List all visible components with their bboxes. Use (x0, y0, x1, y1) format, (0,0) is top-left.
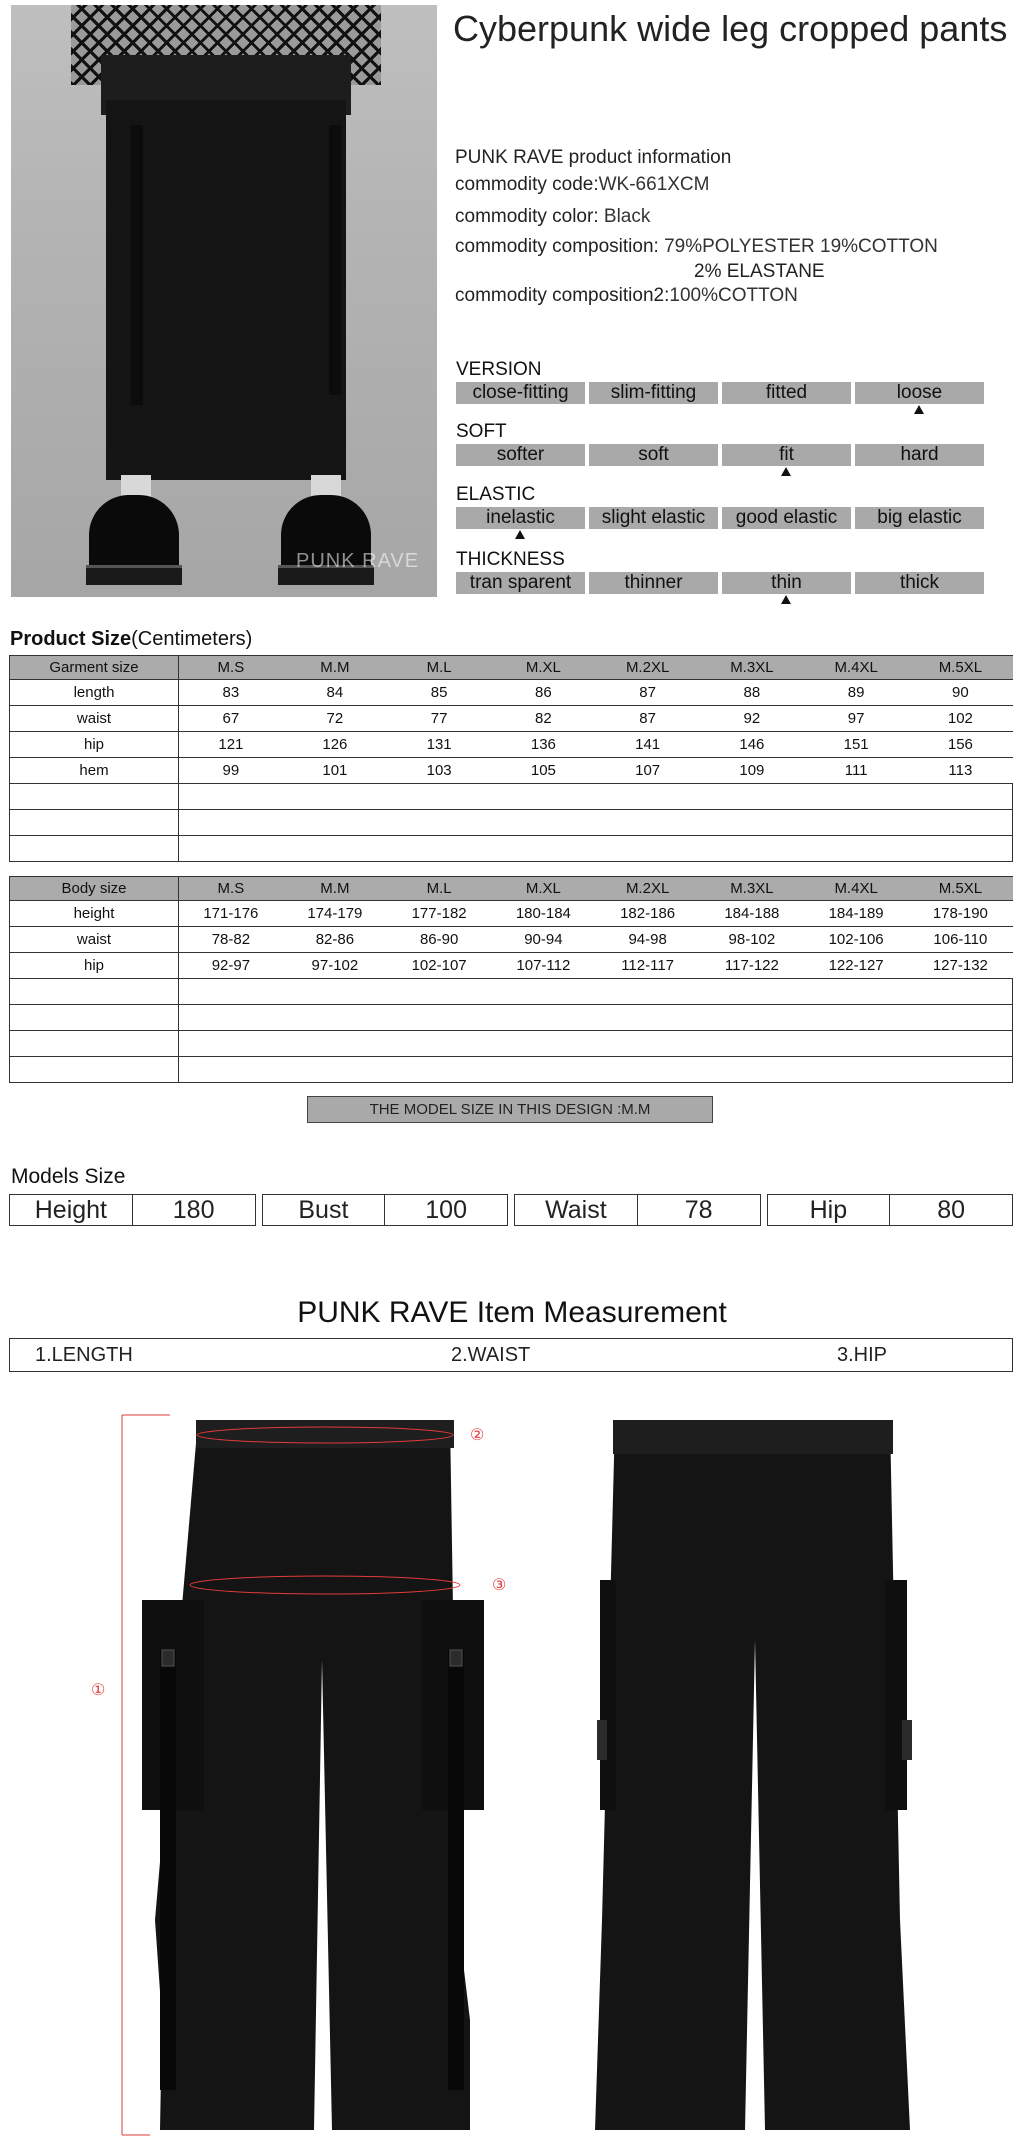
table-cell: 112-117 (596, 953, 700, 979)
table-cell: 103 (387, 758, 491, 784)
rating-option: fit (722, 444, 851, 466)
code-value: WK-661XCM (598, 174, 710, 195)
table-cell: 127-132 (908, 953, 1012, 979)
rating-version (456, 360, 986, 416)
measure-length-label: 1.LENGTH (35, 1344, 133, 1366)
empty-cell (10, 1005, 179, 1031)
model-size-note: THE MODEL SIZE IN THIS DESIGN :M.M (307, 1096, 713, 1123)
composition2-value: 100%COTTON (669, 285, 798, 306)
table-cell: 82 (491, 706, 595, 732)
rating-option: thinner (589, 572, 718, 594)
table-empty-row (10, 836, 1013, 862)
empty-cell (10, 784, 179, 810)
table-row (10, 706, 1013, 732)
table-cell: 83 (179, 680, 283, 706)
table-cell: 117-122 (700, 953, 804, 979)
table-row (10, 901, 1013, 927)
table-cell: 105 (491, 758, 595, 784)
table-cell: 77 (387, 706, 491, 732)
table-cell: 101 (283, 758, 387, 784)
table-cell: 122-127 (804, 953, 908, 979)
info-composition2 (455, 285, 798, 307)
table-cell: hip (10, 732, 179, 758)
product-size-unit: (Centimeters) (131, 628, 253, 650)
table-cell: 180-184 (491, 901, 595, 927)
table-header-cell: M.4XL (804, 877, 908, 901)
info-code (455, 174, 709, 196)
rating-option: loose (855, 382, 984, 404)
table-cell: 67 (179, 706, 283, 732)
measurement-legend (9, 1338, 1013, 1372)
rating-label: SOFT (456, 421, 507, 442)
table-header-cell: M.4XL (804, 656, 908, 680)
composition2-label: commodity composition2: (455, 285, 670, 306)
table-header-cell: M.M (283, 877, 387, 901)
table-cell: 72 (283, 706, 387, 732)
table-cell: 156 (908, 732, 1012, 758)
color-label: commodity color: (455, 206, 599, 227)
empty-cell (10, 810, 179, 836)
table-cell: 126 (283, 732, 387, 758)
table-header-row (10, 877, 1013, 901)
model-hip (767, 1194, 1014, 1226)
empty-cell (179, 810, 1013, 836)
table-cell: length (10, 680, 179, 706)
table-cell: hip (10, 953, 179, 979)
table-cell: 88 (700, 680, 804, 706)
table-empty-row (10, 810, 1013, 836)
table-cell: 97 (804, 706, 908, 732)
table-row (10, 927, 1013, 953)
models-size-row (9, 1194, 1013, 1226)
table-header-cell: M.5XL (908, 656, 1012, 680)
model-value: 80 (937, 1196, 966, 1224)
table-empty-row (10, 1057, 1013, 1083)
table-cell: 89 (804, 680, 908, 706)
product-title: Cyberpunk wide leg cropped pants (453, 8, 1008, 49)
table-header-cell: M.XL (491, 877, 595, 901)
table-cell: 121 (179, 732, 283, 758)
table-cell: 86-90 (387, 927, 491, 953)
model-waist (514, 1194, 761, 1226)
sole-left (86, 565, 182, 585)
table-cell: 107-112 (491, 953, 595, 979)
table-header-cell: Body size (10, 877, 179, 901)
rating-selected-marker (914, 405, 924, 414)
model-label: Waist (515, 1195, 638, 1225)
table-row (10, 758, 1013, 784)
garment-size-table (9, 655, 1013, 862)
rating-option: thin (722, 572, 851, 594)
rating-label: THICKNESS (456, 549, 565, 570)
back-view (595, 1420, 912, 2130)
rating-option: big elastic (855, 507, 984, 529)
table-cell: 86 (491, 680, 595, 706)
empty-cell (10, 1031, 179, 1057)
table-row (10, 953, 1013, 979)
table-empty-row (10, 784, 1013, 810)
table-cell: 113 (908, 758, 1012, 784)
model-label: Height (10, 1195, 133, 1225)
table-header-cell: M.S (179, 877, 283, 901)
table-empty-row (10, 979, 1013, 1005)
rating-label: ELASTIC (456, 484, 536, 505)
table-cell: 82-86 (283, 927, 387, 953)
table-cell: 99 (179, 758, 283, 784)
composition-label: commodity composition: (455, 236, 659, 257)
color-value: Black (603, 206, 651, 227)
rating-selected-marker (515, 530, 525, 539)
rating-selected-marker (781, 595, 791, 604)
table-cell: 90 (908, 680, 1012, 706)
table-cell: 87 (596, 706, 700, 732)
rating-option: tran sparent (456, 572, 585, 594)
rating-soft (456, 422, 986, 478)
measurement-title: PUNK RAVE Item Measurement (297, 1296, 727, 1329)
table-cell: 102-107 (387, 953, 491, 979)
measure-hip-label: 3.HIP (837, 1344, 888, 1366)
table-cell: 146 (700, 732, 804, 758)
models-size-title: Models Size (11, 1165, 126, 1188)
measurement-diagram (91, 1400, 1000, 2150)
body-size-table (9, 876, 1013, 1083)
table-cell: 131 (387, 732, 491, 758)
table-header-row (10, 656, 1013, 680)
rating-option: hard (855, 444, 984, 466)
rating-option: slim-fitting (589, 382, 718, 404)
table-cell: 90-94 (491, 927, 595, 953)
table-header-cell: M.L (387, 877, 491, 901)
table-cell: 111 (804, 758, 908, 784)
strap-left (131, 125, 143, 405)
table-cell: 184-189 (804, 901, 908, 927)
table-cell: waist (10, 927, 179, 953)
table-row (10, 680, 1013, 706)
rating-option: slight elastic (589, 507, 718, 529)
table-cell: 92-97 (179, 953, 283, 979)
empty-cell (179, 1031, 1013, 1057)
model-label: Bust (263, 1195, 386, 1225)
table-cell: 177-182 (387, 901, 491, 927)
table-cell: 78-82 (179, 927, 283, 953)
rating-selected-marker (781, 467, 791, 476)
table-header-cell: M.2XL (596, 877, 700, 901)
product-photo (11, 5, 437, 597)
info-heading: PUNK RAVE product information (455, 147, 732, 168)
table-cell: 151 (804, 732, 908, 758)
front-view (142, 1420, 484, 2130)
table-cell: 109 (700, 758, 804, 784)
model-value: 100 (425, 1196, 467, 1224)
table-cell: 106-110 (908, 927, 1012, 953)
rating-label: VERSION (456, 359, 542, 380)
table-cell: 171-176 (179, 901, 283, 927)
table-empty-row (10, 1031, 1013, 1057)
table-header-cell: M.2XL (596, 656, 700, 680)
table-cell: waist (10, 706, 179, 732)
measure-waist-label: 2.WAIST (451, 1344, 531, 1366)
table-cell: height (10, 901, 179, 927)
composition-value-2: 2% ELASTANE (694, 261, 825, 282)
table-header-cell: M.5XL (908, 877, 1012, 901)
composition-value-1: 79%POLYESTER 19%COTTON (664, 236, 938, 257)
model-label: Hip (768, 1195, 891, 1225)
table-cell: 174-179 (283, 901, 387, 927)
model-bust (262, 1194, 509, 1226)
table-cell: 107 (596, 758, 700, 784)
model-value: 78 (684, 1196, 713, 1224)
marker-length: ① (91, 1682, 106, 1699)
marker-waist: ② (470, 1427, 485, 1444)
marker-hip: ③ (492, 1577, 507, 1594)
table-cell: 84 (283, 680, 387, 706)
empty-cell (179, 979, 1013, 1005)
rating-option: good elastic (722, 507, 851, 529)
empty-cell (179, 1005, 1013, 1031)
empty-cell (179, 784, 1013, 810)
table-empty-row (10, 1005, 1013, 1031)
product-size-heading: Product Size (10, 628, 132, 650)
table-cell: 92 (700, 706, 804, 732)
table-cell: 98-102 (700, 927, 804, 953)
photo-watermark: PUNK RAVE (296, 550, 420, 572)
table-cell: 184-188 (700, 901, 804, 927)
rating-option: softer (456, 444, 585, 466)
table-cell: 182-186 (596, 901, 700, 927)
rating-thickness (456, 550, 986, 606)
info-composition (455, 236, 938, 258)
table-cell: 102 (908, 706, 1012, 732)
table-header-cell: M.M (283, 656, 387, 680)
table-header-cell: M.L (387, 656, 491, 680)
table-row (10, 732, 1013, 758)
table-header-cell: M.3XL (700, 877, 804, 901)
rating-option: thick (855, 572, 984, 594)
empty-cell (10, 1057, 179, 1083)
table-cell: hem (10, 758, 179, 784)
table-cell: 87 (596, 680, 700, 706)
table-header-cell: Garment size (10, 656, 179, 680)
empty-cell (10, 836, 179, 862)
product-size-title (10, 628, 252, 651)
pants-illustration (100, 1400, 1000, 2150)
code-label: commodity code: (455, 174, 599, 195)
table-cell: 178-190 (908, 901, 1012, 927)
strap-right (329, 125, 341, 395)
table-cell: 141 (596, 732, 700, 758)
model-value: 180 (172, 1196, 215, 1224)
rating-option: inelastic (456, 507, 585, 529)
empty-cell (179, 836, 1013, 862)
info-color (455, 206, 650, 228)
rating-elastic (456, 485, 986, 541)
table-cell: 97-102 (283, 953, 387, 979)
rating-option: soft (589, 444, 718, 466)
rating-option: close-fitting (456, 382, 585, 404)
empty-cell (10, 979, 179, 1005)
model-height (9, 1194, 256, 1226)
table-header-cell: M.3XL (700, 656, 804, 680)
empty-cell (179, 1057, 1013, 1083)
rating-option: fitted (722, 382, 851, 404)
table-cell: 85 (387, 680, 491, 706)
table-cell: 102-106 (804, 927, 908, 953)
table-header-cell: M.S (179, 656, 283, 680)
table-cell: 136 (491, 732, 595, 758)
table-cell: 94-98 (596, 927, 700, 953)
table-header-cell: M.XL (491, 656, 595, 680)
